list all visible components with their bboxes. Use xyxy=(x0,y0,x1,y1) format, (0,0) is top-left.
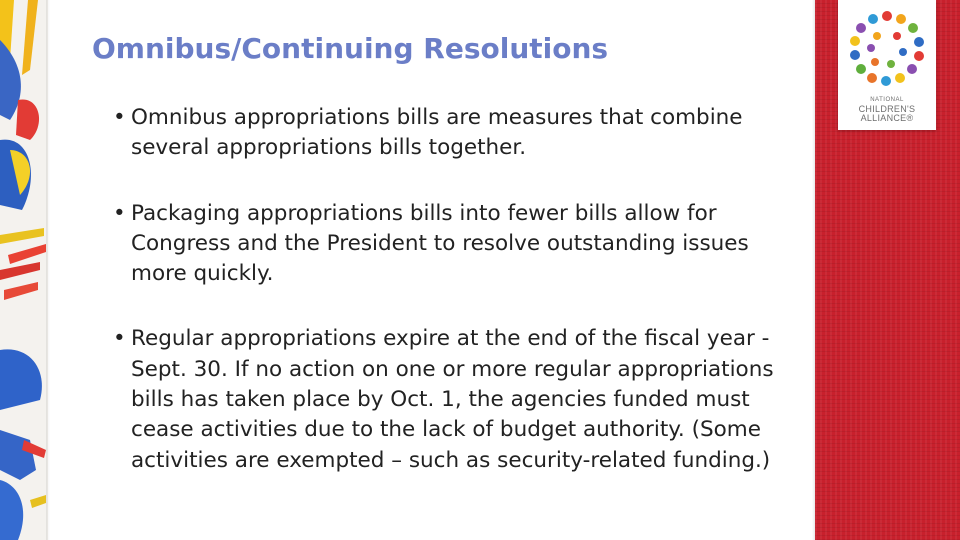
bullet-item xyxy=(113,199,803,290)
slide-title: Omnibus/Continuing Resolutions xyxy=(92,32,609,65)
hand-prints-image xyxy=(0,0,48,540)
bullet-marker: • xyxy=(113,326,126,352)
national-childrens-alliance-logo xyxy=(838,0,936,130)
bullet-marker: • xyxy=(113,200,126,226)
logo-line-alliance: ALLIANCE® xyxy=(860,113,914,123)
bullet-item xyxy=(113,324,803,475)
bullet-text: Regular appropriations expire at the end of the fiscal year - Sept. 30. If no action on one or more regular appropriations bills has taken place by Oct. 1, the agencies funded must cease activities due to the lack of budget authority. (Some activities are exempted – such as security-related funding.) xyxy=(131,326,774,473)
bullet-list xyxy=(113,103,803,476)
hand-print-decoration xyxy=(0,0,48,540)
bullet-marker: • xyxy=(113,105,126,130)
logo-wordmark xyxy=(838,96,936,123)
logo-line-childrens: CHILDREN'S xyxy=(858,104,916,114)
left-edge-shadow xyxy=(46,0,50,540)
logo-line-national: NATIONAL xyxy=(870,97,904,103)
bullet-text: Omnibus appropriations bills are measures that combine several appropriations bills together. xyxy=(131,105,743,161)
hands-circle-icon xyxy=(847,8,927,88)
bullet-item xyxy=(113,103,803,164)
bullet-text: Packaging appropriations bills into fewer bills allow for Congress and the President to resolve outstanding issues more quickly. xyxy=(131,200,749,287)
